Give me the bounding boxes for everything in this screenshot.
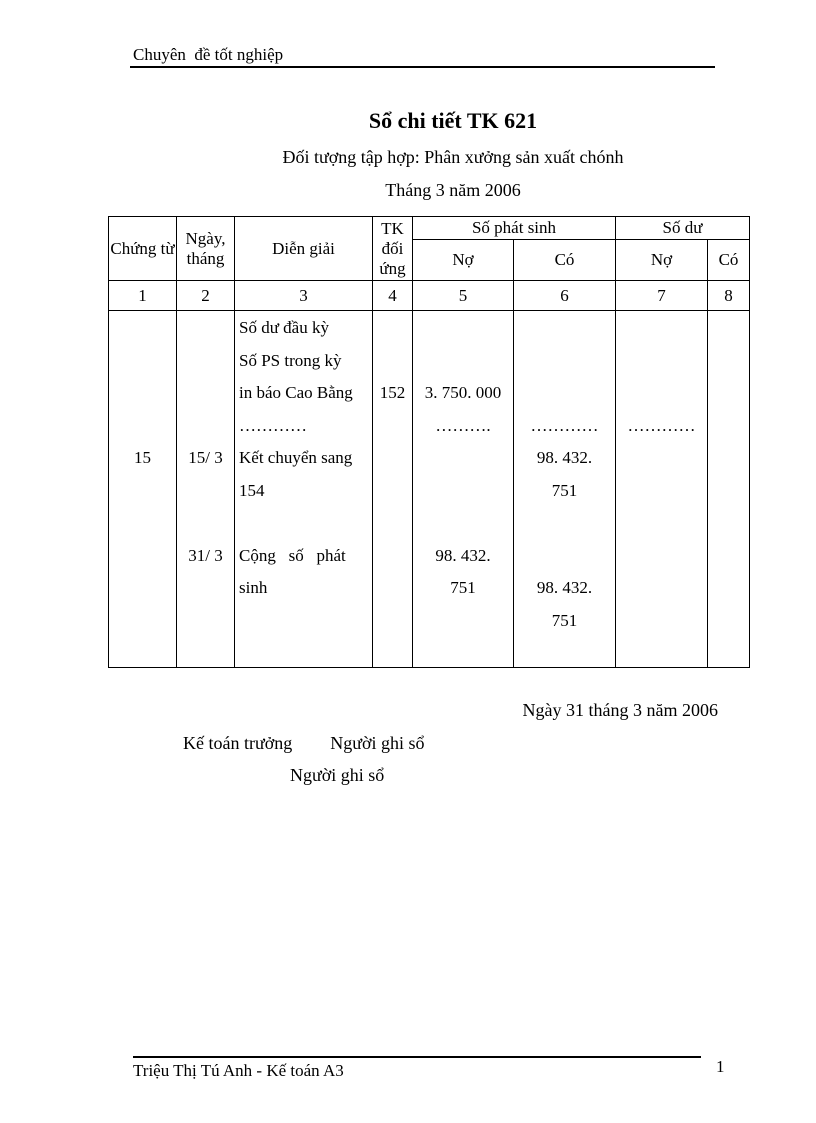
- signature-role-bookkeeper-2: Người ghi sổ: [290, 765, 385, 785]
- footer-author: Triệu Thị Tú Anh - Kế toán A3: [133, 1061, 344, 1080]
- cell-line: [616, 475, 707, 508]
- body-cell-tk-doi-ung: [373, 311, 413, 668]
- cell-line: [413, 605, 513, 638]
- page-number: 1: [716, 1057, 725, 1076]
- cell-line: [413, 312, 513, 345]
- cell-line: [177, 312, 234, 345]
- signature-date: Ngày 31 tháng 3 năm 2006: [522, 700, 718, 720]
- doc-period: Tháng 3 năm 2006: [385, 180, 521, 200]
- cell-line: [708, 540, 749, 573]
- cell-line: [616, 507, 707, 540]
- signature-role-bookkeeper: Người ghi sổ: [330, 733, 425, 753]
- cell-line: Kết chuyển sang: [239, 448, 353, 467]
- cell-line: [373, 410, 412, 443]
- cell-line: 3. 750. 000: [424, 383, 502, 402]
- col-header-ngay-thang: Ngày, tháng: [177, 217, 235, 281]
- cell-line: [109, 312, 176, 345]
- col-header-tk-doi-ung: TK đối ứng: [373, 217, 413, 281]
- body-cell-dien-giai: [235, 311, 373, 668]
- cell-line: [373, 507, 412, 540]
- cell-line: 751: [551, 610, 578, 630]
- col-header-dien-giai: Diễn giải: [235, 217, 373, 281]
- body-cell-ps-no: [413, 311, 514, 668]
- col-number: 3: [235, 281, 373, 311]
- cell-line: 154: [239, 480, 265, 500]
- cell-line: [616, 540, 707, 573]
- cell-line: [177, 377, 234, 410]
- cell-line: [514, 345, 615, 378]
- cell-line: Số dư đầu kỳ: [239, 318, 329, 337]
- cell-line: sinh: [239, 578, 268, 597]
- cell-line: [708, 475, 749, 508]
- cell-line: [235, 507, 372, 540]
- cell-line: [616, 572, 707, 605]
- cell-line: [177, 605, 234, 638]
- cell-line: [177, 572, 234, 605]
- col-header-du-no: Nợ: [616, 240, 708, 281]
- cell-line: [708, 507, 749, 540]
- cell-line: 15: [134, 448, 151, 467]
- table-row: [109, 311, 750, 668]
- body-cell-ngay-thang: [177, 311, 235, 668]
- cell-line: [708, 410, 749, 443]
- cell-line: [177, 475, 234, 508]
- col-number: 8: [708, 281, 750, 311]
- cell-line: [514, 540, 615, 573]
- cell-line: [109, 572, 176, 605]
- col-header-so-du: Số dư: [616, 217, 750, 240]
- cell-line: …………: [627, 415, 696, 435]
- body-cell-chung-tu: [109, 311, 177, 668]
- cell-line: 98. 432.: [536, 448, 593, 467]
- cell-line: [708, 572, 749, 605]
- running-header-rule: [130, 66, 715, 68]
- cell-line: [373, 442, 412, 475]
- signature-role-chief-accountant: Kế toán trưởng: [183, 733, 293, 753]
- cell-line: [708, 377, 749, 410]
- cell-line: 751: [551, 480, 578, 500]
- col-number: 1: [109, 281, 177, 311]
- cell-line: 98. 432.: [435, 545, 491, 565]
- cell-line: [413, 507, 513, 540]
- body-cell-du-no: [616, 311, 708, 668]
- cell-line: [373, 345, 412, 378]
- cell-line: [109, 345, 176, 378]
- cell-line: [616, 345, 707, 378]
- cell-line: [708, 442, 749, 475]
- col-number: 7: [616, 281, 708, 311]
- cell-line: [177, 410, 234, 443]
- cell-line: [373, 475, 412, 508]
- cell-line: [109, 475, 176, 508]
- cell-line: [413, 345, 513, 378]
- cell-line: [373, 312, 412, 345]
- cell-line: Cộng số phát: [239, 545, 346, 565]
- ledger-table: [108, 216, 750, 668]
- cell-line: [373, 572, 412, 605]
- footer-rule: [133, 1056, 701, 1058]
- signature-roles: [183, 733, 425, 754]
- cell-line: [616, 442, 707, 475]
- col-number: 5: [413, 281, 514, 311]
- body-cell-ps-co: [514, 311, 616, 668]
- cell-line: 98. 432.: [536, 578, 593, 597]
- col-number: 6: [514, 281, 616, 311]
- cell-line: 31/ 3: [188, 545, 223, 565]
- cell-line: [514, 312, 615, 345]
- cell-line: 15/ 3: [188, 448, 223, 467]
- cell-line: [109, 540, 176, 573]
- body-cell-du-co: [708, 311, 750, 668]
- cell-line: 152: [379, 383, 406, 402]
- running-header-text: Chuyên đề tốt nghiệp: [133, 45, 284, 64]
- cell-line: [109, 605, 176, 638]
- cell-line: [708, 312, 749, 345]
- cell-line: [373, 605, 412, 638]
- col-header-chung-tu: Chứng từ: [109, 217, 177, 281]
- cell-line: [616, 377, 707, 410]
- cell-line: [109, 507, 176, 540]
- cell-line: [708, 345, 749, 378]
- cell-line: 751: [450, 578, 476, 597]
- cell-line: [616, 605, 707, 638]
- doc-title: Sổ chi tiết TK 621: [368, 108, 538, 133]
- col-header-ps-no: Nợ: [413, 240, 514, 281]
- cell-line: [177, 345, 234, 378]
- cell-line: …………: [530, 415, 599, 435]
- cell-line: [373, 540, 412, 573]
- col-header-ps-co: Có: [514, 240, 616, 281]
- col-header-du-co: Có: [708, 240, 750, 281]
- cell-line: ……….: [435, 415, 491, 435]
- cell-line: [413, 475, 513, 508]
- cell-line: [109, 410, 176, 443]
- cell-line: [616, 312, 707, 345]
- cell-line: …………: [239, 415, 307, 435]
- col-number: 2: [177, 281, 235, 311]
- cell-line: [235, 605, 372, 638]
- cell-line: [514, 507, 615, 540]
- cell-line: Số PS trong kỳ: [239, 350, 342, 370]
- col-header-so-phat-sinh: Số phát sinh: [413, 217, 616, 240]
- cell-line: in báo Cao Bằng: [239, 383, 353, 402]
- cell-line: [708, 605, 749, 638]
- cell-line: [109, 377, 176, 410]
- col-number: 4: [373, 281, 413, 311]
- cell-line: [413, 442, 513, 475]
- cell-line: [514, 377, 615, 410]
- doc-subject: Đối tượng tập hợp: Phân xưởng sản xuất chónh: [282, 147, 624, 167]
- cell-line: [177, 507, 234, 540]
